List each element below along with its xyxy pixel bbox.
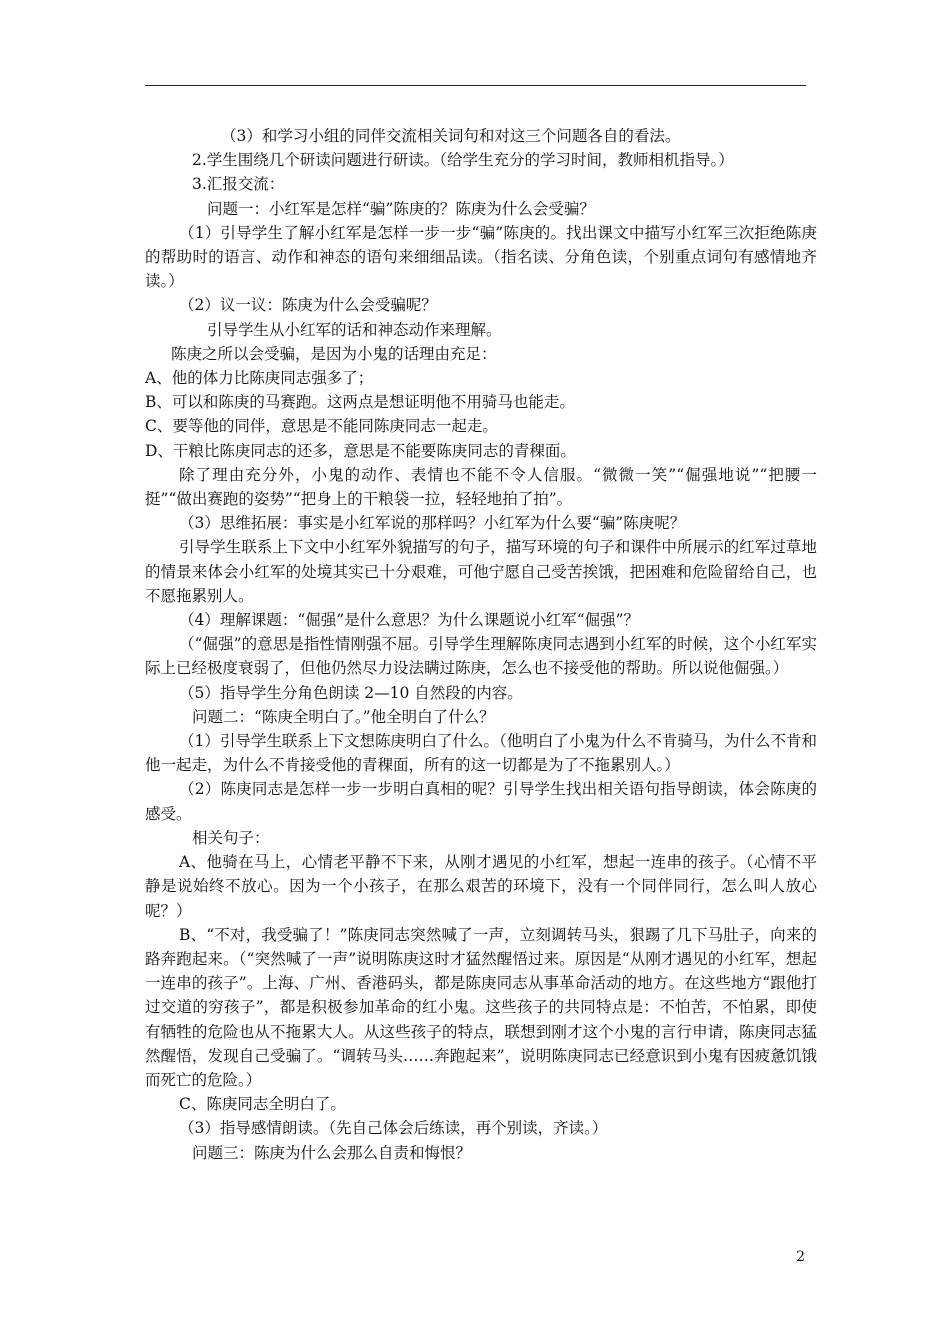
list-item: C、要等他的同伴，意思是不能同陈庚同志一起走。 xyxy=(145,417,498,436)
text-paragraph: （1）引导学生联系上下文想陈庚明白了什么。（他明白了小鬼为什么不肯骑马，为什么不肯和他一起走，为什么不肯接受他的青稞面，所有的这一切都是为了不拖累别人。） xyxy=(145,732,817,775)
text-line: 3.汇报交流： xyxy=(192,175,285,194)
page-number: 2 xyxy=(796,1249,805,1265)
text-line: （4）理解课题：“倔强”是什么意思？为什么课题说小红军“倔强”？ xyxy=(179,611,640,630)
text-paragraph: 引导学生联系上下文中小红军外貌描写的句子，描写环境的句子和课件中所展示的红军过草地的情景来体会小红军的处境其实已十分艰难，可他宁愿自己受苦挨饿，把困难和危险留给自己，也不愿拖累别人。 xyxy=(145,538,817,605)
text-paragraph: （“倔强”的意思是指性情刚强不屈。引导学生理解陈庚同志遇到小红军的时候，这个小红军实际上已经极度衰弱了，但他仍然尽力设法瞒过陈庚，怎么也不接受他的帮助。所以说他倔强。） xyxy=(145,635,817,678)
text-line: C、陈庚同志全明白了。 xyxy=(179,1095,346,1114)
list-item: A、他的体力比陈庚同志强多了； xyxy=(145,369,374,388)
text-paragraph: 除了理由充分外，小鬼的动作、表情也不能不令人信服。“微微一笑”“倔强地说”“把腰一挺”“做出赛跑的姿势”“把身上的干粮袋一拉，轻轻地拍了拍”。 xyxy=(145,465,817,509)
text-line: （2）议一议：陈庚为什么会受骗呢？ xyxy=(179,296,437,315)
text-line: 陈庚之所以会受骗，是因为小鬼的话理由充足： xyxy=(171,344,497,363)
text-paragraph: （2）陈庚同志是怎样一步一步明白真相的呢？引导学生找出相关语句指导朗读，体会陈庚的感受。 xyxy=(145,780,817,823)
question-heading: 问题一：小红军是怎样“骗”陈庚的？陈庚为什么会受骗？ xyxy=(207,199,595,218)
text-line: 引导学生从小红军的话和神态动作来理解。 xyxy=(207,320,502,339)
text-line: （3）指导感情朗读。（先自己体会后练读，再个别读，齐读。） xyxy=(179,1119,608,1138)
text-line: （3）和学习小组的同伴交流相关词句和对这三个问题各自的看法。 xyxy=(221,127,681,145)
list-item: D、干粮比陈庚同志的还多，意思是不能要陈庚同志的青稞面。 xyxy=(145,441,576,460)
text-paragraph: （1）引导学生了解小红军是怎样一步一步“骗”陈庚的。找出课文中描写小红军三次拒绝陈庚的帮助时的语言、动作和神态的语句来细细品读。（指名读、分角色读，个别重点词句有感情地齐读。） xyxy=(145,223,817,291)
text-line: （3）思维拓展：事实是小红军说的那样吗？小红军为什么要“骗”陈庚呢？ xyxy=(179,514,686,533)
text-line: （5）指导学生分角色朗读 2—10 自然段的内容。 xyxy=(179,683,523,702)
question-heading: 问题三：陈庚为什么会那么自责和悔恨？ xyxy=(192,1143,472,1162)
list-item: B、可以和陈庚的马赛跑。这两点是想证明他不用骑马也能走。 xyxy=(145,393,575,412)
header-rule xyxy=(145,85,806,86)
document-body xyxy=(145,124,817,1165)
text-line: 相关句子： xyxy=(192,828,270,847)
text-line: 2.学生围绕几个研读问题进行研读。（给学生充分的学习时间，教师相机指导。） xyxy=(192,151,734,170)
text-paragraph: B、“不对，我受骗了！”陈庚同志突然喊了一声，立刻调转马头，狠踢了几下马肚子，向来的路奔跑起来。（“突然喊了一声”说明陈庚这时才猛然醒悟过来。原因是“从刚才遇见的小红军，想起一连串的孩子”。上海、广州、香港码头，都是陈庚同志从事革命活动的地方。在这些地方“跟他打过交道的穷孩子”，都是积极参加革命的红小鬼。这些孩子的共同特点是：不怕苦，不怕累，即使有牺牲的危险也从不拖累大人。从这些孩子的特点，联想到刚才这个小鬼的言行申请，陈庚同志猛然醒悟，发现自己受骗了。“调转马头……奔跑起来”，说明陈庚同志已经意识到小鬼有因疲惫饥饿而死亡的危险。） xyxy=(145,925,817,1089)
text-paragraph: A、他骑在马上，心情老平静不下来，从刚才遇见的小红军，想起一连串的孩子。（心情不平静是说始终不放心。因为一个小孩子，在那么艰苦的环境下，没有一个同伴同行，怎么叫人放心呢？） xyxy=(145,853,817,920)
question-heading: 问题二：“陈庚全明白了。”他全明白了什么？ xyxy=(192,707,495,726)
